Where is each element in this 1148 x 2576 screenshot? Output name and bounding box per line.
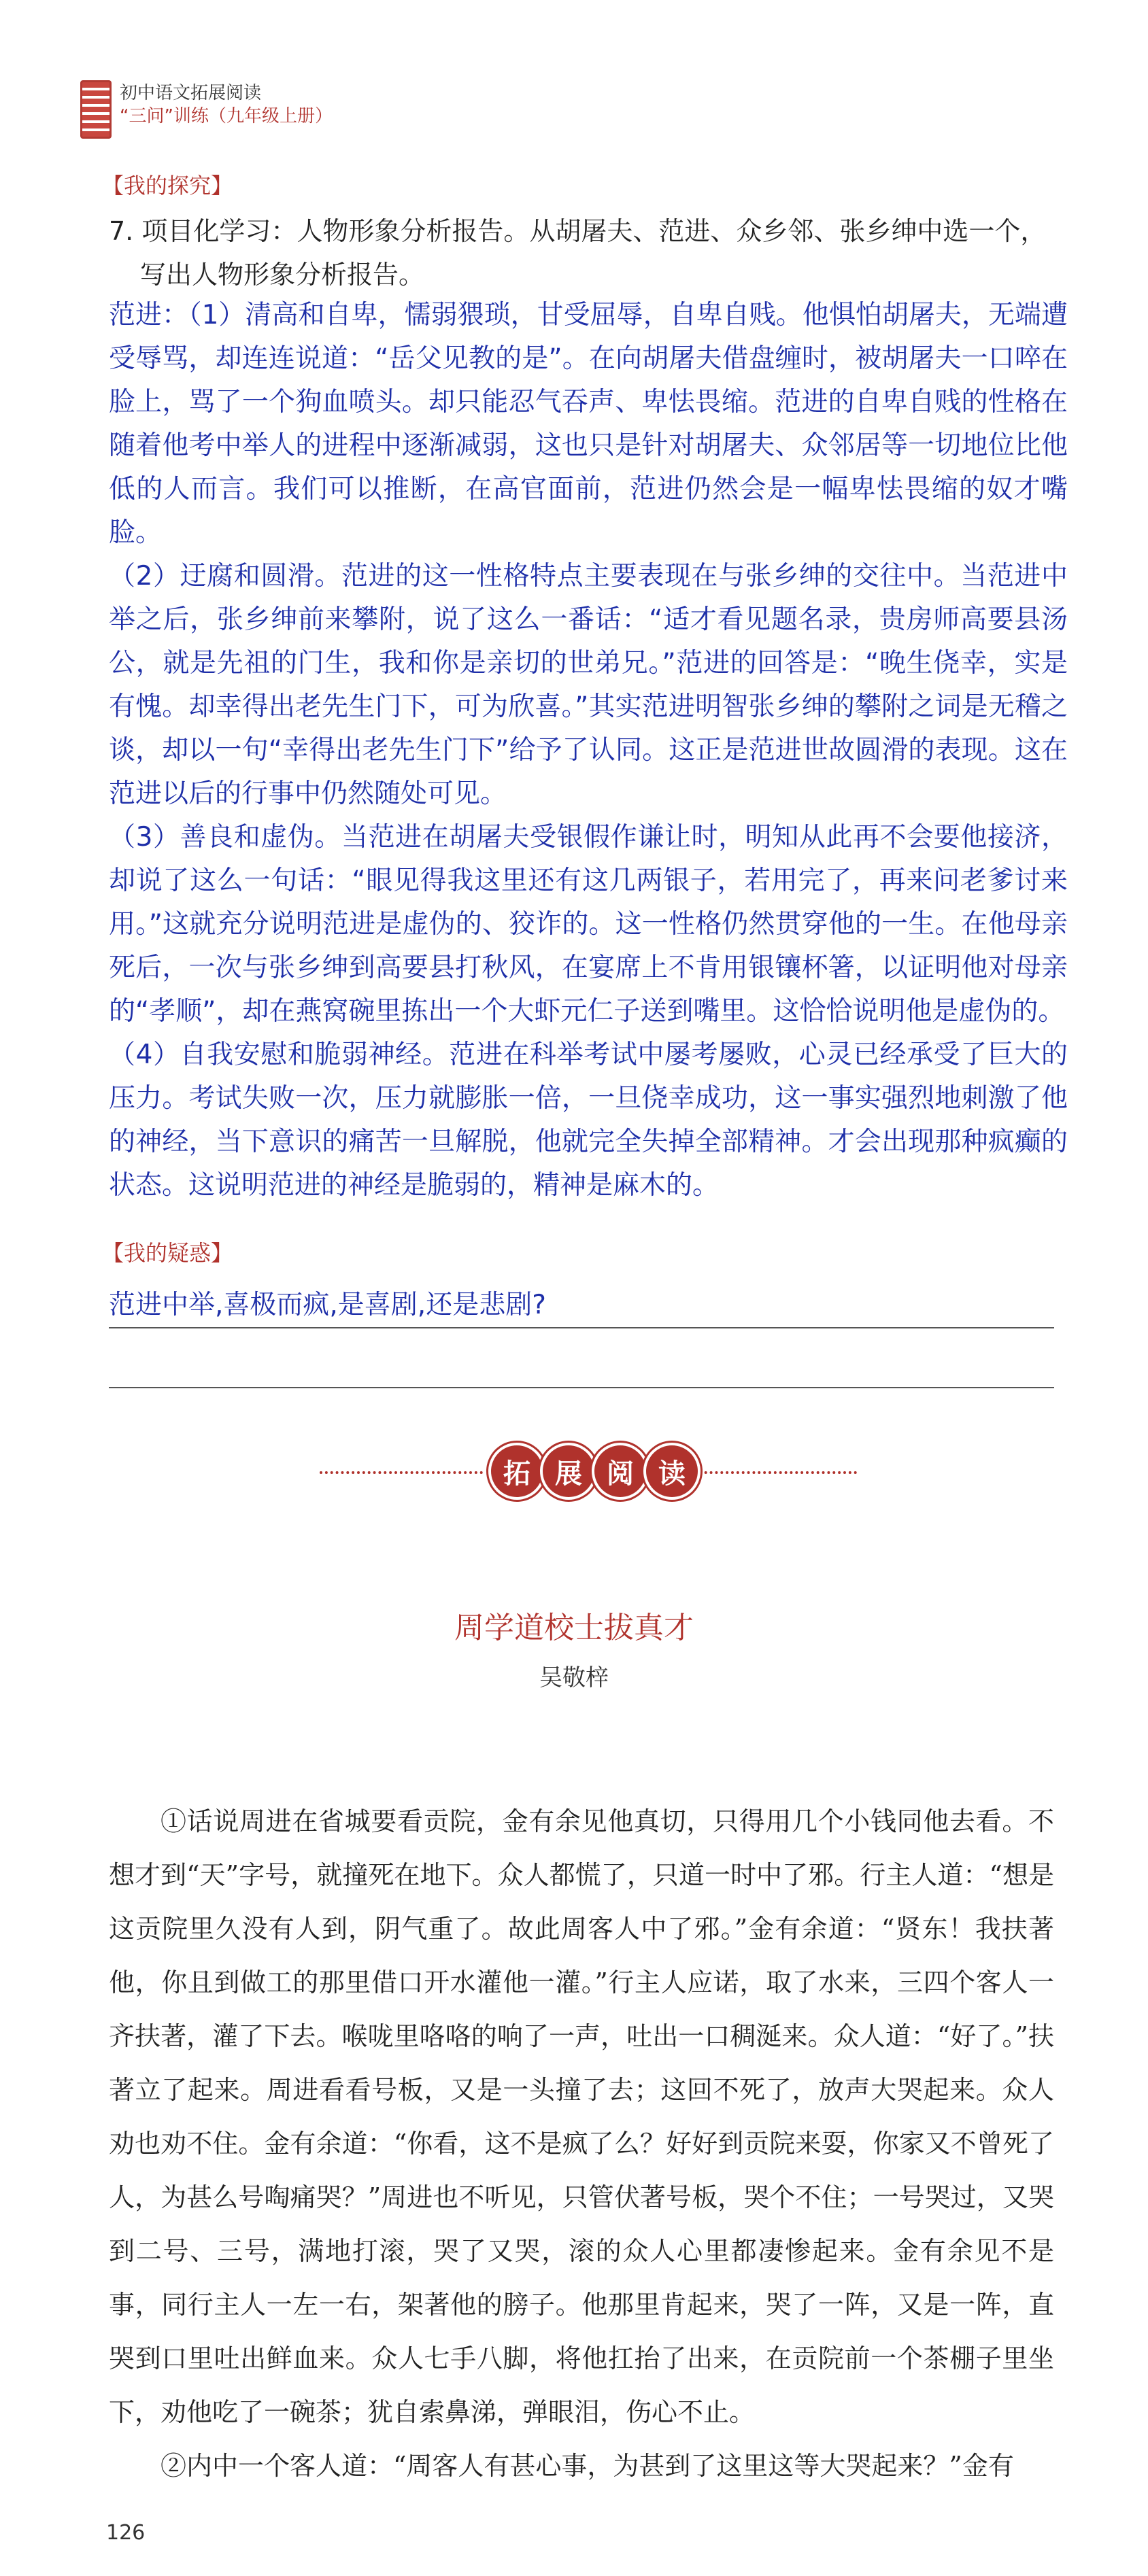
doubt-answer: 范进中举,喜极而疯,是喜剧,还是悲剧? xyxy=(109,1290,546,1320)
banner-char-1: 拓 xyxy=(491,1445,543,1497)
explore-tag: 【我的探究】 xyxy=(102,173,233,199)
banner-line-right xyxy=(694,1471,857,1474)
answer-paragraph-4: （4）自我安慰和脆弱神经。范进在科举考试中屡考屡败，心灵已经承受了巨大的压力。考试失败一次，压力就膨胀一倍，一旦侥幸成功，这一事实强烈地刺激了他的神经，当下意识的痛苦一旦解脱，他就完全失掉全部精神。才会出现那种疯癫的状态。这说明范进的神经是脆弱的，精神是麻木的。 xyxy=(109,1040,1068,1201)
banner-char-3: 阅 xyxy=(594,1445,646,1497)
article-paragraph-2: ②内中一个客人道：“周客人有甚心事，为甚到了这里这等大哭起来？”金有 xyxy=(161,2451,1014,2481)
question-line-2: 写出人物形象分析报告。 xyxy=(140,260,425,290)
answer-paragraph-1: 范进：（1）清高和自卑，懦弱猥琐，甘受屈辱，自卑自贱。他惧怕胡屠夫，无端遭受辱骂，却连连说道：“岳父见教的是”。在向胡屠夫借盘缠时，被胡屠夫一口啐在脸上，骂了一个狗血喷头。却只能忍气吞声、卑怯畏缩。范进的自卑自贱的性格在随着他考中举人的进程中逐渐减弱，这也只是针对胡屠夫、众邻居等一切地位比他低的人而言。我们可以推断，在高官面前，范进仍然会是一幅卑怯畏缩的奴才嘴脸。 xyxy=(109,300,1068,548)
answer-paragraph-3: （3）善良和虚伪。当范进在胡屠夫受银假作谦让时，明知从此再不会要他接济，却说了这么一句话：“眼见得我这里还有这几两银子，若用完了，再来问老爹讨来用。”这就充分说明范进是虚伪的、狡诈的。这一性格仍然贯穿他的一生。在他母亲死后，一次与张乡绅到高要县打秋风，在宴席上不肯用银镶杯箸，以证明他对母亲的“孝顺”，却在燕窝碗里拣出一个大虾元仁子送到嘴里。这恰恰说明他是虚伪的。 xyxy=(109,822,1068,1027)
book-subtitle: “三问”训练（九年级上册） xyxy=(120,106,333,126)
article-title: 周学道校士拔真才 xyxy=(454,1611,694,1645)
banner-line-left xyxy=(320,1471,483,1474)
banner-char-2: 展 xyxy=(543,1445,594,1497)
question-line-1: 7. 项目化学习：人物形象分析报告。从胡屠夫、范进、众乡邻、张乡绅中选一个， xyxy=(109,216,1047,246)
answer-paragraph-2: （2）迂腐和圆滑。范进的这一性格特点主要表现在与张乡绅的交往中。当范进中举之后，张乡绅前来攀附，说了这么一番话：“适才看见题名录，贵房师高要县汤公，就是先祖的门生，我和你是亲切的世弟兄。”范进的回答是：“晚生侥幸，实是有愧。却幸得出老先生门下，可为欣喜。”其实范进明智张乡绅的攀附之词是无稽之谈，却以一句“幸得出老先生门下”给予了认同。这正是范进世故圆滑的表现。这在范进以后的行事中仍然随处可见。 xyxy=(109,561,1068,809)
book-title: 初中语文拓展阅读 xyxy=(120,83,262,103)
answer-rule-2 xyxy=(109,1387,1054,1388)
article-body xyxy=(109,1795,1054,2493)
series-logo-icon xyxy=(80,80,112,139)
article-paragraph-1: ①话说周进在省城要看贡院，金有余见他真切，只得用几个小钱同他去看。不想才到“天”字号，就撞死在地下。众人都慌了，只道一时中了邪。行主人道：“想是这贡院里久没有人到，阴气重了。故此周客人中了邪。”金有余道：“贤东！我扶著他，你且到做工的那里借口开水灌他一灌。”行主人应诺，取了水来，三四个客人一齐扶著，灌了下去。喉咙里咯咯的响了一声，吐出一口稠涎来。众人道：“好了。”扶著立了起来。周进看看号板，又是一头撞了去；这回不死了，放声大哭起来。众人劝也劝不住。金有余道：“你看，这不是疯了么？好好到贡院来耍，你家又不曾死了人，为甚么号啕痛哭？”周进也不听见，只管伏著号板，哭个不住；一号哭过，又哭到二号、三号，满地打滚，哭了又哭，滚的众人心里都凄惨起来。金有余见不是事，同行主人一左一右，架著他的膀子。他那里肯起来，哭了一阵，又是一阵，直哭到口里吐出鲜血来。众人七手八脚，将他扛抬了出来，在贡院前一个茶棚子里坐下，劝他吃了一碗茶；犹自索鼻涕，弹眼泪，伤心不止。 xyxy=(109,1806,1054,2427)
article-author: 吴敬梓 xyxy=(539,1664,609,1691)
page-number: 126 xyxy=(106,2521,146,2545)
doubt-tag: 【我的疑惑】 xyxy=(102,1240,233,1266)
answer-rule-1 xyxy=(109,1327,1054,1328)
explore-answer xyxy=(109,294,1068,1207)
banner-char-4: 读 xyxy=(646,1445,698,1497)
